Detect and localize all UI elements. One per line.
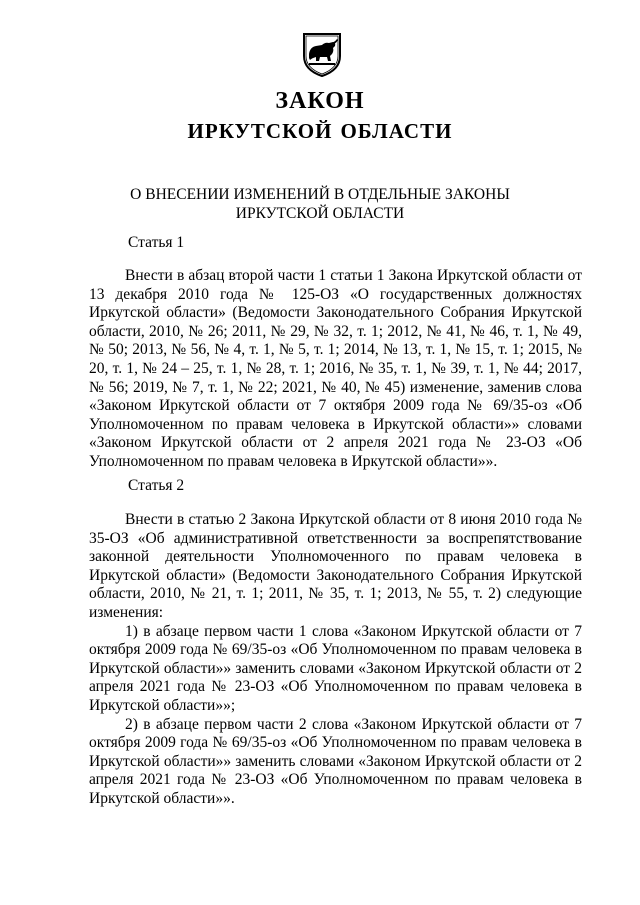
article2-item2: 2) в абзаце первом части 2 слова «Законом Иркутской области от 7 октября 2009 года № 69/35-оз «Об Уполномоченном по правам человека в Иркутской области»» заменить словами «Законом Иркутской области от 2 апреля 2021 года № 23-ОЗ «Об Уполномоченном по правам человека в Иркутской области»». (89, 715, 582, 807)
law-title: ЗАКОН (275, 88, 365, 114)
article2-heading: Статья 2 (128, 477, 185, 494)
article1-heading: Статья 1 (128, 234, 185, 251)
region-title (0, 119, 640, 144)
region-title-part1: ИРКУТСКОЙ (187, 119, 333, 143)
article2-body (89, 511, 582, 809)
law-subtitle (0, 185, 640, 223)
article1-paragraph: Внести в абзац второй части 1 статьи 1 Закона Иркутской области от 13 декабря 2010 года № 125-ОЗ «О государственных должностях Иркутской области» (Ведомости Законодательного Собрания Иркутской области, 2010, № 26; 2011, № 29, № 32, т. 1; 2012, № 41, № 46, т. 1, № 49, № 50; 2013, № 56, № 4, т. 1, № 5, т. 1; 2014, № 13, т. 1, № 15, т. 1; 2015, № 20, т. 1, № 24 – 25, т. 1, № 28, т. 1; 2016, № 35, т. 1, № 39, т. 1, № 44; 2017, № 56; 2019, № 7, т. 1, № 22; 2021, № 40, № 45) изменение, заменив слова «Законом Иркутской области от 7 октября 2009 года № 69/35-оз «Об Уполномоченном по правам человека в Иркутской области»» словами «Законом Иркутской области от 2 апреля 2021 года № 23-ОЗ «Об Уполномоченном по правам человека в Иркутской области»». (89, 267, 582, 470)
region-title-part2: ОБЛАСТИ (340, 119, 453, 143)
coat-of-arms-icon (300, 30, 344, 78)
article2-intro: Внести в статью 2 Закона Иркутской области от 8 июня 2010 года № 35-ОЗ «Об административной ответственности за воспрепятствование законной деятельности Уполномоченного по правам человека в Иркутской области» (Ведомости Законодательного Собрания Иркутской области, 2010, № 21, т. 1; 2011, № 35, т. 1; 2013, № 55, т. 2) следующие изменения: (89, 511, 582, 621)
subtitle-line1: О ВНЕСЕНИИ ИЗМЕНЕНИЙ В ОТДЕЛЬНЫЕ ЗАКОНЫ (130, 186, 510, 203)
article2-item1: 1) в абзаце первом части 1 слова «Законом Иркутской области от 7 октября 2009 года № 69/35-оз «Об Уполномоченном по правам человека в Иркутской области»» заменить словами «Законом Иркутской области от 2 апреля 2021 года № 23-ОЗ «Об Уполномоченном по правам человека в Иркутской области»»; (89, 622, 582, 714)
subtitle-line2: ИРКУТСКОЙ ОБЛАСТИ (235, 205, 405, 222)
article1-body (89, 267, 582, 472)
